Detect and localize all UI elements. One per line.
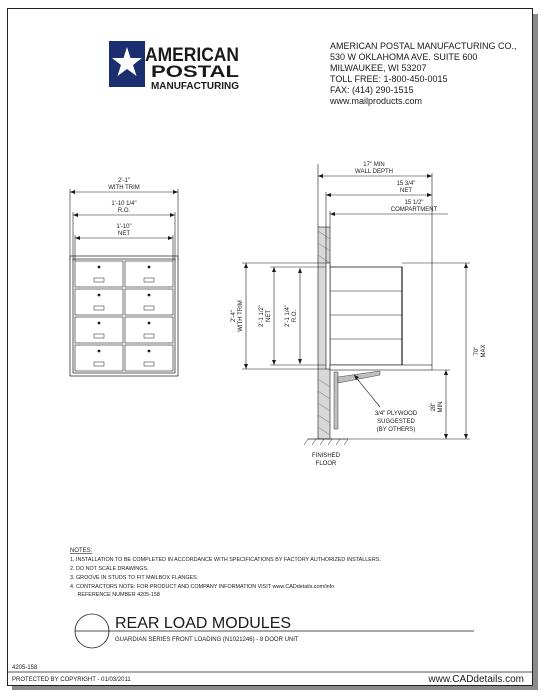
- drawing-title: REAR LOAD MODULES: [115, 615, 292, 632]
- company-info: [329, 41, 517, 106]
- footer-brand: www.CADdetails.com: [428, 674, 524, 685]
- compartment-label: COMPARTMENT: [390, 207, 438, 213]
- logo-line-1: AMERICAN: [145, 45, 239, 66]
- mailbox-door: [75, 261, 123, 287]
- logo-line-3: MANUFACTURING: [151, 81, 240, 92]
- min-height-label: MIN: [438, 401, 444, 413]
- min-height-value: 28": [431, 402, 437, 412]
- max-height-value: 70": [474, 346, 480, 356]
- max-height-label: MAX: [481, 344, 487, 358]
- lock-icon: [148, 322, 151, 325]
- height-ro-value: 2'-1 1/4": [285, 305, 291, 327]
- company-address-1: 530 W OKLAHOMA AVE. SUITE 600: [330, 52, 478, 62]
- net-depth-value: 15 3/4": [396, 181, 416, 187]
- net-depth-label: NET: [400, 188, 412, 194]
- trim-flange: [326, 263, 330, 369]
- mailbox-door: [125, 289, 173, 315]
- plywood-label-1: 3/4" PLYWOOD: [374, 411, 418, 417]
- mailbox-door: [75, 317, 123, 343]
- company-phone: TOLL FREE: 1-800-450-0015: [330, 74, 448, 84]
- floor-label-1: FINISHED: [311, 453, 341, 459]
- note-1: 1. INSTALLATION TO BE COMPLETED IN ACCORDANCE WITH SPECIFICATIONS BY FACTORY AUTHORIZED INSTALLERS.: [70, 557, 381, 563]
- note-3: 3. GROOVE IN STUDS TO FIT MAILBOX FLANGES.: [70, 575, 199, 581]
- mailbox-door: [75, 345, 123, 371]
- footer: [8, 665, 532, 685]
- front-view-unit: [70, 256, 178, 376]
- dim-trim-label: WITH TRIM: [108, 185, 140, 191]
- height-ro-label: R.O.: [292, 309, 298, 323]
- logo-line-2: POSTAL: [151, 62, 239, 81]
- floor-label-2: FLOOR: [315, 461, 337, 467]
- lock-icon: [98, 322, 101, 325]
- plywood-label-3: (BY OTHERS): [376, 427, 416, 433]
- notes-section: [70, 548, 381, 598]
- mailbox-door: [125, 317, 173, 343]
- company-fax: FAX: (414) 290-1515: [330, 85, 414, 95]
- title-block: [75, 614, 474, 648]
- company-address-2: MILWAUKEE, WI 53207: [330, 63, 427, 73]
- footer-ref-number: 4205-158: [12, 665, 38, 671]
- compartment-value: 15 1/2": [404, 200, 424, 206]
- door-grid: [75, 261, 173, 371]
- drawing-subtitle: GUARDIAN SERIES FRONT LOADING (N1021246) - 8 DOOR UNIT: [115, 637, 299, 643]
- lock-icon: [98, 350, 101, 353]
- height-trim-label: WITH TRIM: [238, 300, 244, 332]
- stud: [334, 372, 338, 429]
- mailbox-door: [125, 261, 173, 287]
- dim-ro-value: 1'-10 1/4": [111, 201, 137, 207]
- plywood-shelf: [330, 365, 432, 370]
- wall-depth-label: WALL DEPTH: [355, 169, 393, 175]
- note-2: 2. DO NOT SCALE DRAWINGS.: [70, 566, 149, 572]
- mailbox-door: [125, 345, 173, 371]
- plywood-label-2: SUGGESTED: [377, 419, 415, 425]
- cad-drawing: [8, 9, 532, 685]
- mailbox-body: [330, 267, 402, 365]
- lock-icon: [98, 266, 101, 269]
- height-net-value: 2'-1 1/2": [259, 305, 265, 327]
- dim-trim-value: 2'-1": [118, 178, 130, 184]
- notes-heading: NOTES:: [70, 548, 93, 554]
- company-website: www.mailproducts.com: [330, 96, 423, 106]
- note-4-reference: REFERENCE NUMBER 4205-158: [70, 592, 160, 598]
- note-4: 4. CONTRACTORS NOTE: FOR PRODUCT AND COMPANY INFORMATION VISIT www.CADdetails.com/info: [70, 584, 335, 590]
- company-logo: [109, 41, 239, 92]
- front-view-dimensions: [70, 178, 178, 261]
- dim-net-value: 1'-10": [116, 224, 132, 230]
- company-name: AMERICAN POSTAL MANUFACTURING CO.,: [330, 41, 517, 51]
- wall-depth-value: 17" MIN: [363, 162, 385, 168]
- height-trim-value: 2'-4": [231, 310, 237, 322]
- footer-copyright: PROTECTED BY COPYRIGHT - 01/03/2011: [12, 677, 131, 683]
- lock-icon: [148, 266, 151, 269]
- dim-net-label: NET: [118, 231, 130, 237]
- lock-icon: [148, 350, 151, 353]
- lock-icon: [98, 294, 101, 297]
- mailbox-door: [75, 289, 123, 315]
- lock-icon: [148, 294, 151, 297]
- dim-ro-label: R.O.: [117, 208, 131, 214]
- height-net-label: NET: [266, 310, 272, 322]
- drawing-sheet: [7, 8, 533, 686]
